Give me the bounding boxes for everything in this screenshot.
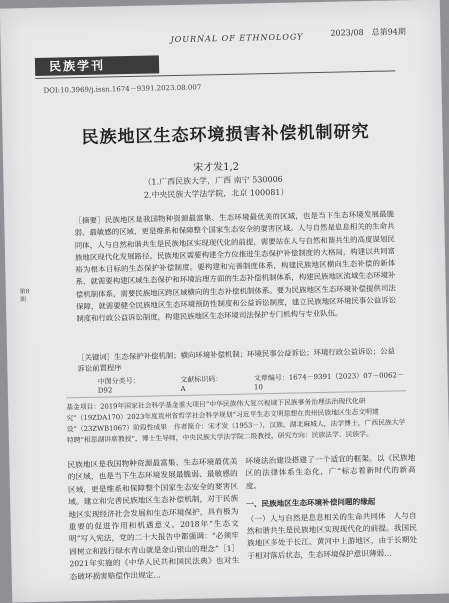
affiliations (143, 173, 288, 202)
author: 宋才发1,2 (193, 161, 240, 174)
body-right-top: 环境法治建设搭建了一个适宜的框架。以《民族地区的法律体系生态化，广“标志着新时代的新高度。 (245, 453, 416, 491)
article-title: 民族地区生态环境损害补偿机制研究 (81, 121, 370, 148)
article-number: 文章编号：1674－9391（2023）07－0062－10 (253, 371, 405, 392)
section-heading: 一、民族地区生态环境补偿问题的缘起 (246, 497, 376, 509)
affiliation-2: 2.中央民族大学法学院，北京 100081） (143, 187, 289, 200)
keywords: ［关键词］生态保护补偿机制；横向环境补偿机制；环境民事公益诉讼；环境行政公益诉讼；公益诉讼前置程序 (77, 346, 395, 374)
body-right-text: （一）人与自然是息息相关的生命共同体 人与自然和谐共生是民族地区实现现代化的前提。我国民族地区多处于长江、黄河中上游地区，由于长期处于相对落后状态，生态环境保护意识薄弱… (246, 510, 418, 561)
clc-number: 中图分类号：D92 (97, 376, 140, 395)
abstract: ［摘要］民族地区是我国物种资源最富集、生态环境最优美的区域，也是当下生态环境发展最脆弱、最敏感的区域，更是维系和保障整个国家生态安全的要害区域。人与自然是息息相关的生命共同体，人与自然和谐共生是民族地区实现现代化的前提，需要站在人与自然和谐共生的高度谋划民族地区现代化发展路径。民族地区需要构建全方位推进生态保护补偿制度的大格局，构建以共同富裕为根本目标的生态保护补偿制度。要构建和完善制度体系，构建民族地区横向生态补偿的新体系，就需要构建区域生态保护和环境治理方面的生态补偿机制体系，构建民族地区流域生态环境补偿机制体系，需要民族地区跨区域横向的生态补偿机制体系。要为民族地区生态环境补偿提供司法保障，就需要健全民族地区生态环境预防性制度和公益诉讼制度，建立民族地区环境民事公益诉讼制度和行政公益诉讼制度，构建民族地区生态环境司法保护专门机构与专业队伍。 (74, 209, 397, 324)
issue-info: 2023/08 总第94期 (330, 27, 406, 38)
journal-brand: 民族学刊 (35, 55, 159, 76)
body-column-left: 民族地区是我国物种资源最富集、生态环境最优美的区域，也是当下生态环境发展最脆弱、最敏感的区域，更是维系和保障整个国家生态安全的要害区域。建立和完善民族地区生态补偿机制，对于民族地区实现经济社会发展和生态环境保护，具有极为重要的促进作用和机遇意义。2018年“生态文明”写入宪法，党的二十大报告中都强调：“必须牢固树立和践行绿水青山就是金山银山的理念”［1］2021年实施的《中华人民共和国民法典》也对生态破坏损害赔偿作出规定… (67, 456, 240, 581)
affiliation-1: （1.广西民族大学，广西 南宁 530006 (143, 174, 283, 187)
journal-name: JOURNAL OF ETHNOLOGY (170, 32, 304, 45)
document-code: 文献标识码：A (180, 375, 223, 393)
doi: DOI:10.3969/j.issn.1674－9391.2023.08.007 (43, 83, 202, 95)
fund-and-author-info: 基金项目：2019年国家社会科学基金重大项目“中华民族伟大复兴视域下民族事务治理法治现代化研究”（19ZDA170）2023年度贵州省哲学社会科学规划“习近平生态文明思想在贵州民族地区生态文明建设”（23ZWB1067）阶段性成果 作者简介：宋才发（1953－），汉族，湖北麻城人，法学博士，广西民族大学特聘“相思湖讲席教授”，博士生导师，中央民族大学法学院二级教授，研究方向：民族法学、民族学。 (66, 390, 407, 446)
side-marker: 第8期 (19, 288, 30, 304)
body-column-right (245, 452, 417, 563)
